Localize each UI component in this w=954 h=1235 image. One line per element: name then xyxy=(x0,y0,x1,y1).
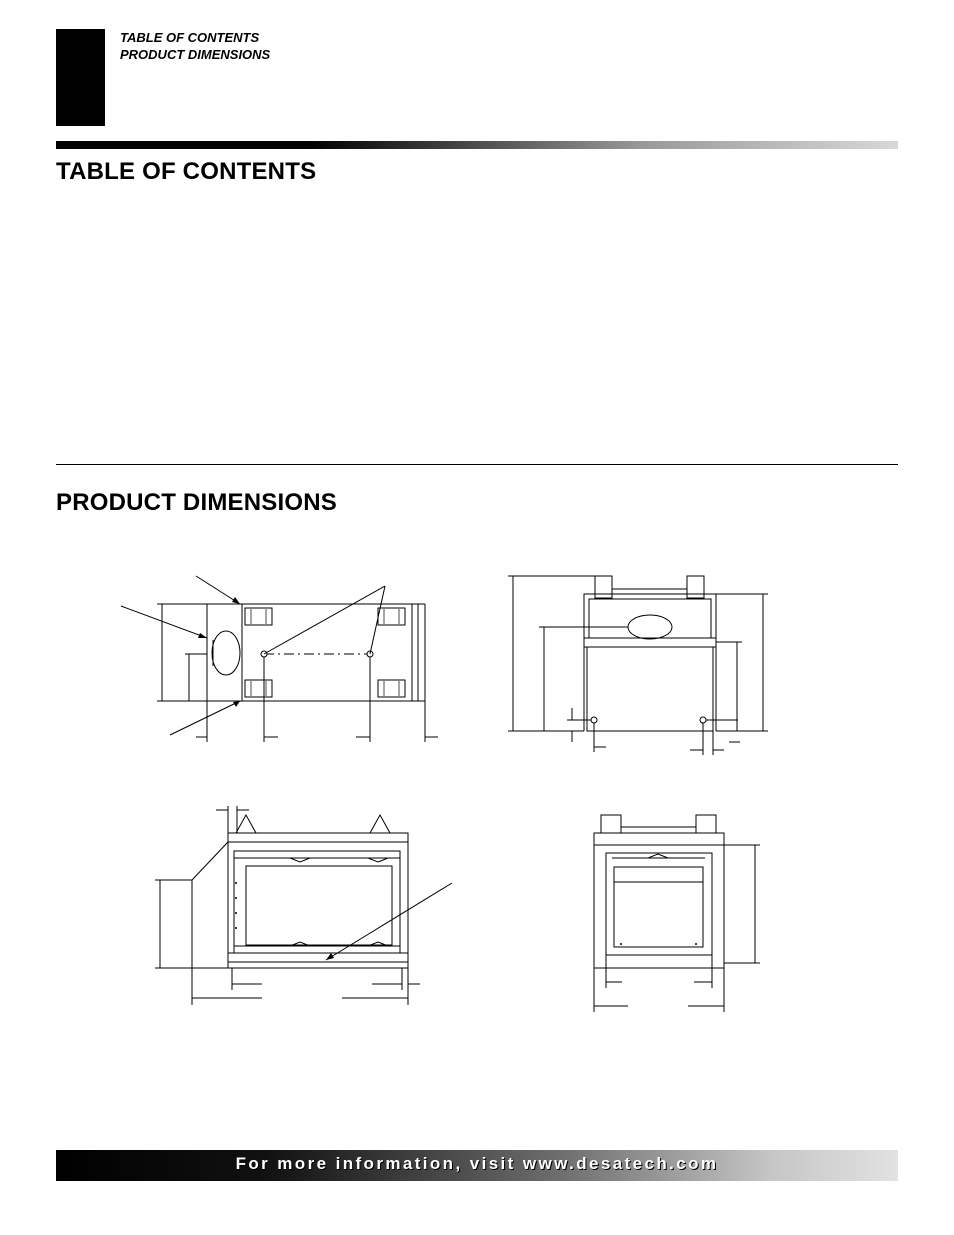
narrow-front-view-drawing xyxy=(594,815,760,1012)
top-view-drawing xyxy=(121,576,438,742)
front-view-drawing xyxy=(155,806,452,1005)
footer-text: For more information, visit www.desatech.com xyxy=(235,1154,719,1173)
header-label-dimensions: PRODUCT DIMENSIONS xyxy=(120,47,271,62)
toc-title: TABLE OF CONTENTS xyxy=(56,158,317,185)
side-view-drawing xyxy=(508,576,768,755)
header-label-toc: TABLE OF CONTENTS xyxy=(120,30,260,45)
dimensions-title: PRODUCT DIMENSIONS xyxy=(56,489,337,516)
footer-bar xyxy=(56,1150,898,1181)
